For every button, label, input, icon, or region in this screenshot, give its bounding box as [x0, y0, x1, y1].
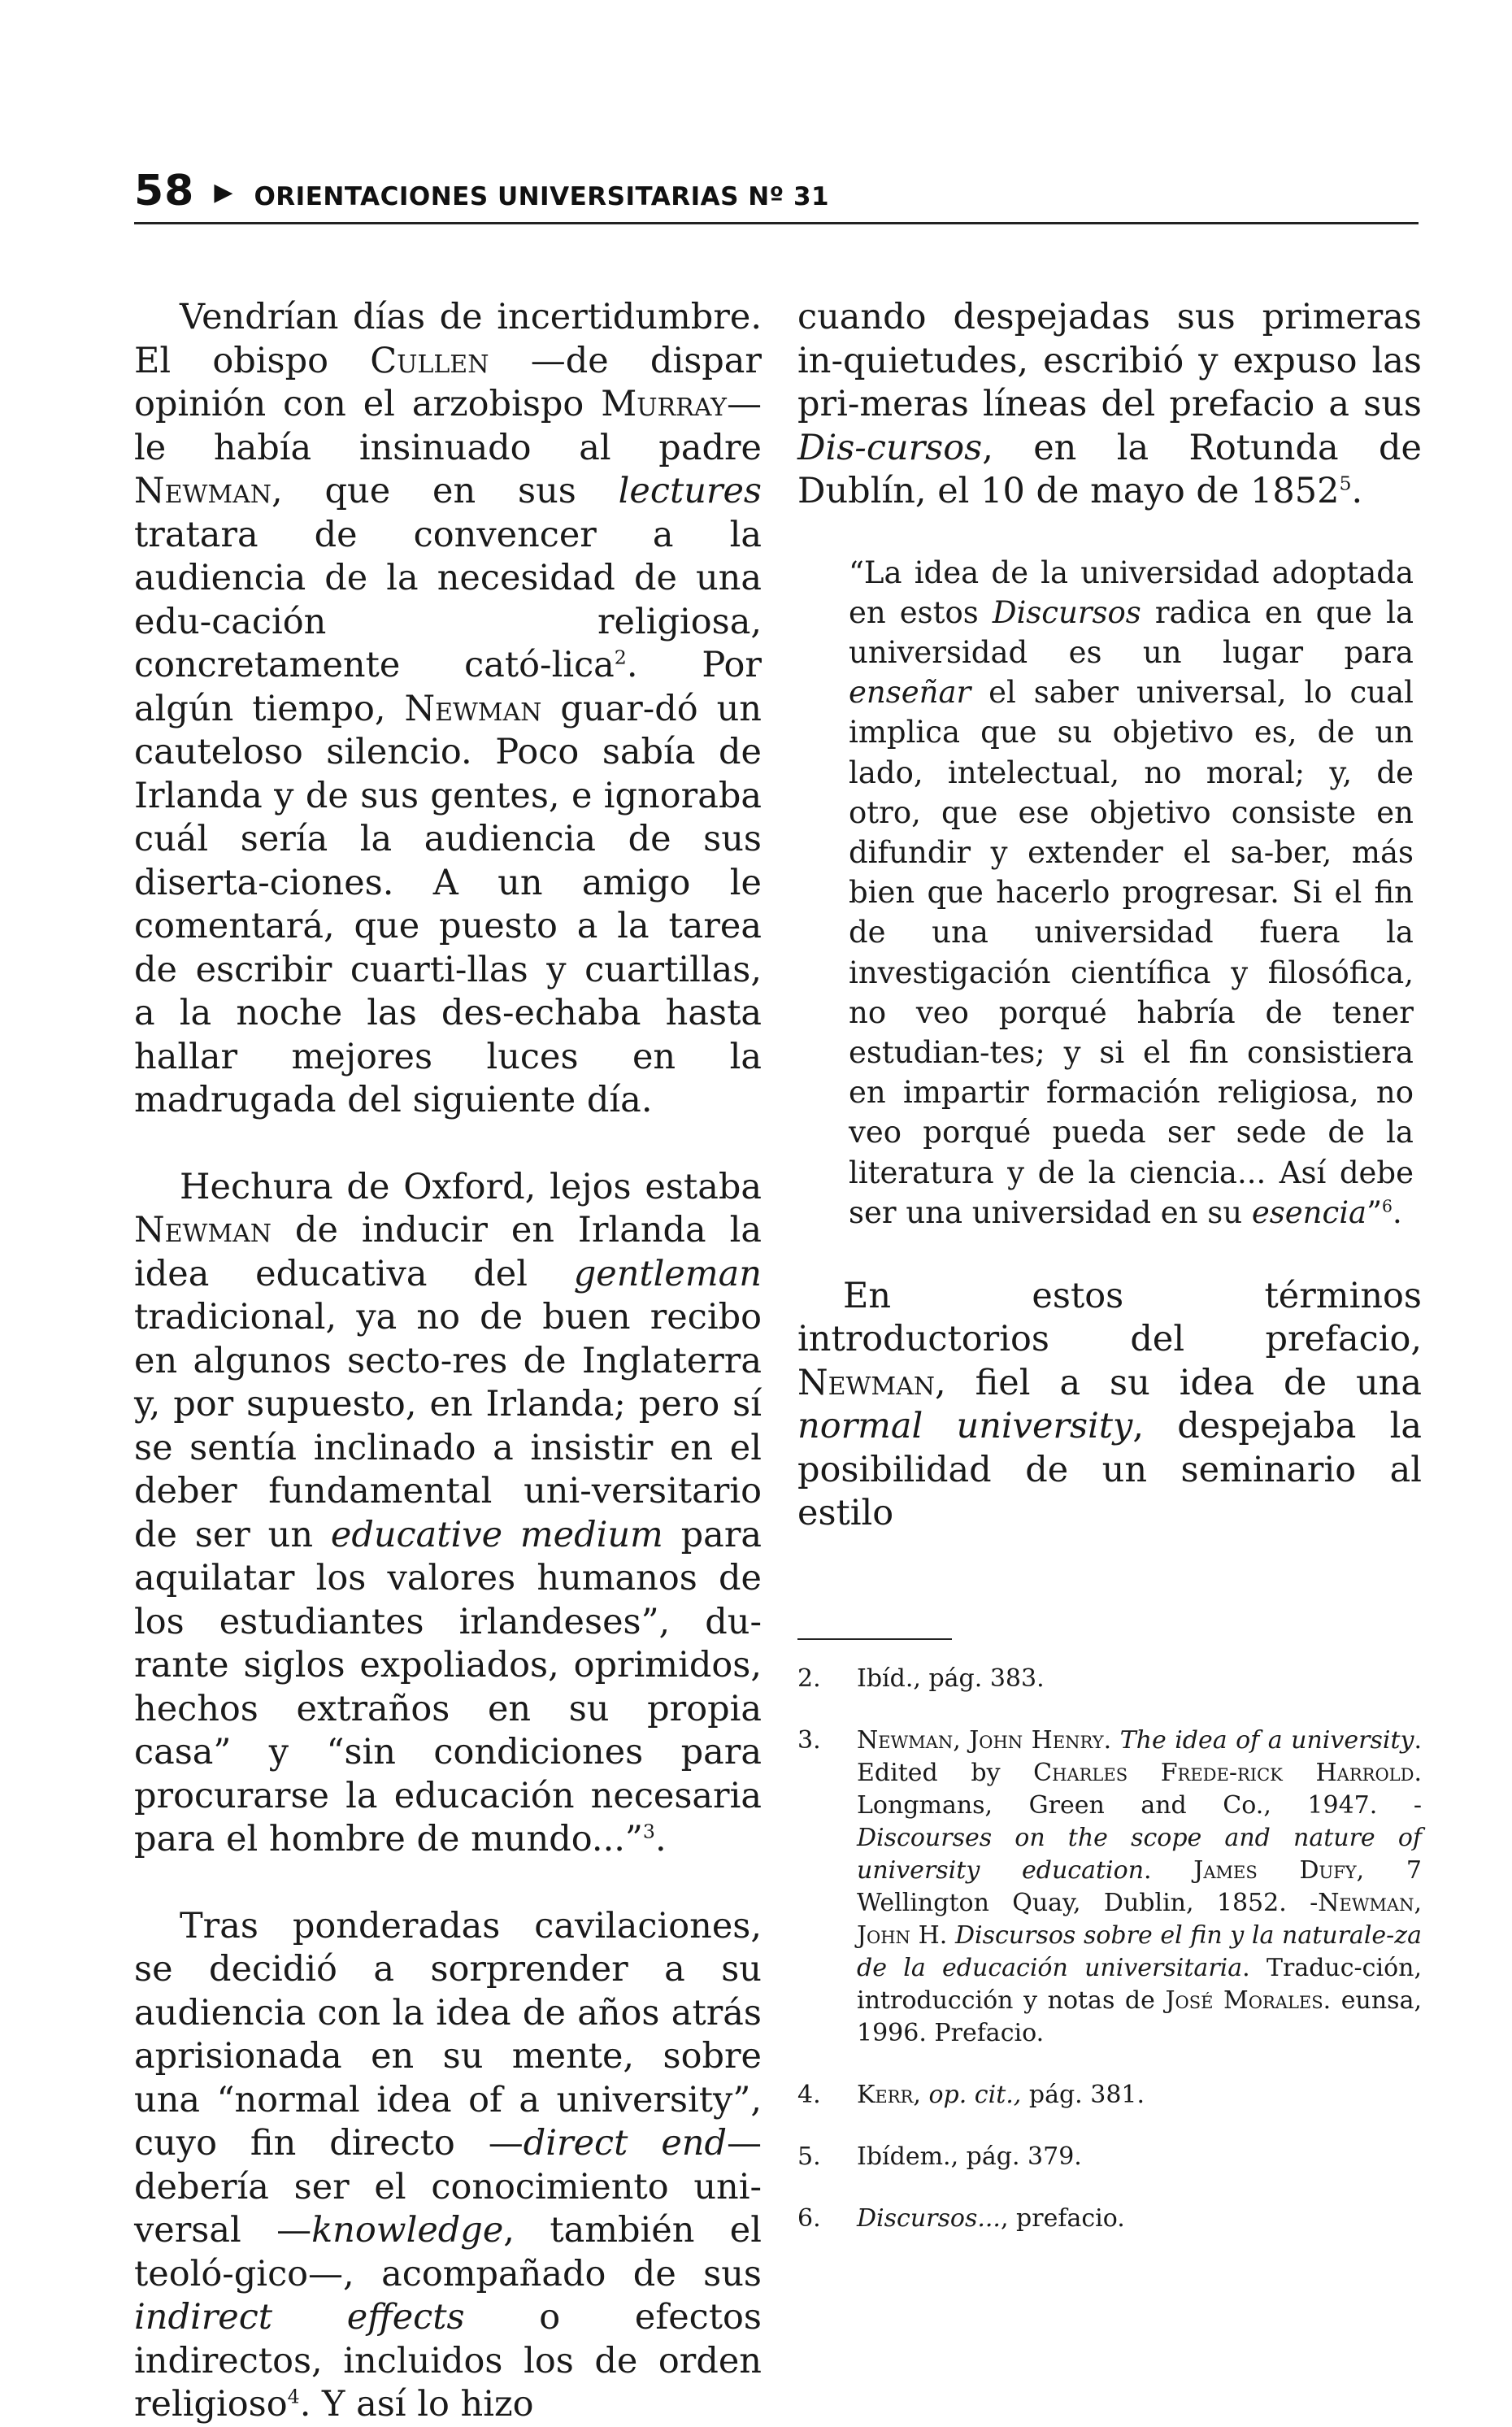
footnote-2: 2. Ibíd., pág. 383. [797, 1664, 1045, 1693]
footnote-ref-5: 5 [1339, 472, 1352, 495]
footnotes [797, 1663, 1422, 2235]
triangle-arrow-icon: ▶ [214, 178, 233, 207]
journal-title: ORIENTACIONES UNIVERSITARIAS Nº 31 [254, 182, 830, 211]
footnote-4: 4. Kerr, op. cit., pág. 381. [797, 2080, 1145, 2109]
paragraph-4: cuando despejadas sus primeras in-quietudes, escribió y expuso las pri-meras líneas del prefacio a sus Dis-cursos, en la Rotunda de Dublín, el 10 de mayo de 1852$^5$. [797, 297, 1422, 511]
footnote-ref-2: 2 [614, 646, 627, 669]
paragraph-1: Vendrían días de incertidumbre. El obispo Cullen —de dispar opinión con el arzobispo Murray— le había insinuado al padre Newman, que en sus lectures tratara de convencer a la audiencia de la necesidad de una edu-cación religiosa, concretamente cató-lica$^2$. Por algún tiempo, Newman guar-dó un cauteloso silencio. Poco sabía de Irlanda y de sus gentes, e ignoraba cuál sería la audiencia de sus diserta-ciones. A un amigo le comentará, que puesto a la tarea de escribir cuarti-llas y cuartillas, a la noche las des-echaba hasta hallar mejores luces en la madrugada del siguiente día. [134, 297, 762, 1120]
footnote-3: 3. Newman, John Henry. The idea of a university. Edited by Charles Frede-rick Harrold. Longmans, Green and Co., 1947. - Discourses on the scope and nature of university education. James Dufy, 7 Wellington Quay, Dublin, 1852. -Newman, John H. Discursos sobre el fin y la naturale-za de la educación universitaria. Traduc-ción, introducción y notas de José Morales. eunsa, 1996. Prefacio. [797, 1725, 1422, 2047]
header-rule [134, 222, 1419, 224]
footnote-6: 6. Discursos..., prefacio. [797, 2203, 1125, 2233]
running-header [134, 167, 1419, 215]
right-column [797, 296, 1422, 2264]
paragraph-5: En estos términos introductorios del prefacio, Newman, fiel a su idea de una normal university, despejaba la posibilidad de un seminario al estilo [797, 1275, 1423, 1534]
left-column [134, 296, 762, 2427]
footnote-ref-3: 3 [642, 1820, 655, 1843]
block-quote: “La idea de la universidad adoptada en estos Discursos radica en que la universidad es un lugar para enseñar el saber universal, lo cual implica que su objetivo es, de un lado, intelectual, no moral; y, de otro, que ese objetivo consiste en difundir y extender el sa-ber, más bien que hacerlo progresar. Si el fin de una universidad fuera la investigación científica y filosófica, no veo porqué habría de tener estudian-tes; y si el fin consistiera en impartir formación religiosa, no veo porqué pueda ser sede de la literatura y de la ciencia... Así debe ser una universidad en su esencia”$^6$. [849, 555, 1414, 1230]
footnote-5: 5. Ibídem., pág. 379. [797, 2142, 1082, 2171]
footnote-ref-6: 6 [1382, 1196, 1393, 1216]
paragraph-2: Hechura de Oxford, lejos estaba Newman de inducir en Irlanda la idea educativa del gentleman tradicional, ya no de buen recibo en algunos secto-res de Inglaterra y, por supuesto, en Irlanda; pero sí se sentía inclinado a insistir en el deber fundamental uni-versitario de ser un educative medium para aquilatar los valores humanos de los estudiantes irlandeses”, du-rante siglos expoliados, oprimidos, hechos extraños en su propia casa” y “sin condiciones para procurarse la educación necesaria para el hombre de mundo...”$^3$. [134, 1166, 763, 1859]
footnote-ref-4: 4 [287, 2385, 300, 2408]
page-number: 58 [134, 167, 195, 215]
paragraph-3: Tras ponderadas cavilaciones, se decidió a sorprender a su audiencia con la idea de años atrás aprisionada en su mente, sobre una “normal idea of a university”, cuyo fin directo —direct end— debería ser el conocimiento uni-versal —knowledge, también el teoló-gico—, acompañado de sus indirect effects o efectos indirectos, incluidos los de orden religioso$^4$. Y así lo hizo [134, 1905, 762, 2425]
footnote-rule [797, 1638, 952, 1640]
